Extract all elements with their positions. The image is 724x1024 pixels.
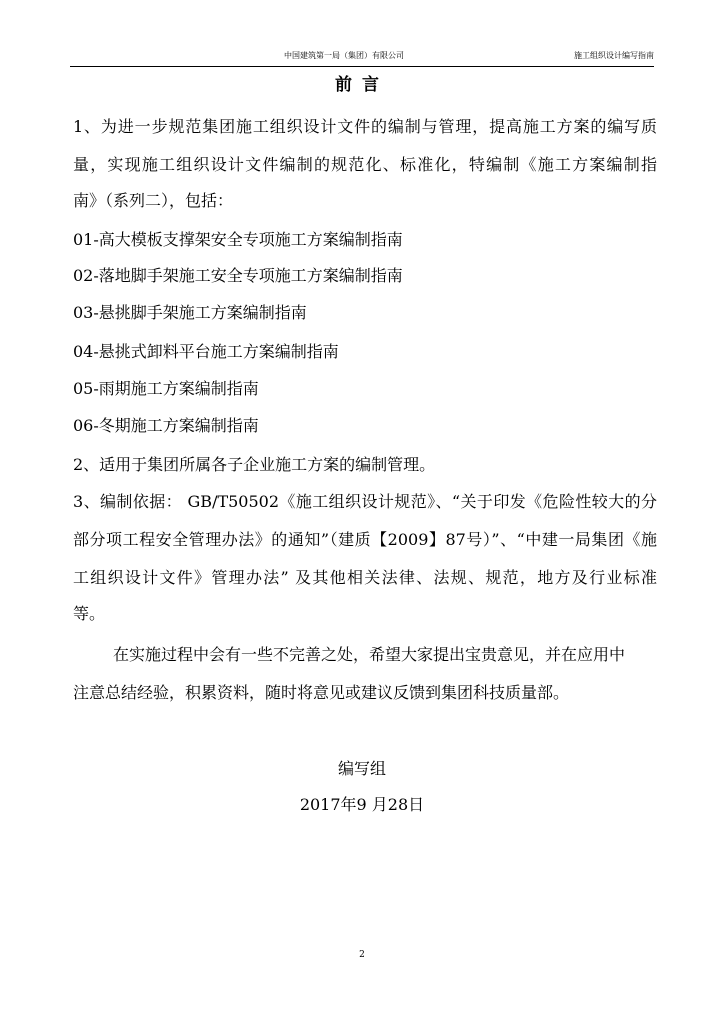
paragraph-line: 2、适用于集团所属各子企业施工方案的编制管理。 <box>73 455 436 474</box>
paragraph-line: 注意总结经验，积累资料，随时将意见或建议反馈到集团科技质量部。 <box>73 683 570 702</box>
paragraph-line: 在实施过程中会有一些不完善之处，希望大家提出宝贵意见，并在应用中 <box>113 645 626 664</box>
page-header <box>70 48 654 67</box>
page-number: 2 <box>359 950 365 960</box>
page-title: 前言 <box>335 75 389 95</box>
list-item: 02-落地脚手架施工安全专项施工方案编制指南 <box>73 266 403 285</box>
paragraph-line: 工组织设计文件》管理办法” 及其他相关法律、法规、规范，地方及行业标准 <box>73 568 657 587</box>
header-document-title: 施工组织设计编写指南 <box>574 51 654 60</box>
list-item: 06-冬期施工方案编制指南 <box>73 416 259 435</box>
signature-group: 编写组 <box>337 759 386 778</box>
list-item: 05-雨期施工方案编制指南 <box>73 379 259 398</box>
paragraph-line: 3、编制依据： GB/T50502《施工组织设计规范》、“关于印发《危险性较大的分 <box>73 492 657 511</box>
signature-date: 2017年9 月28日 <box>299 795 425 814</box>
paragraph-line: 南》（系列二），包括： <box>73 191 234 210</box>
header-organization: 中国建筑第一局（集团）有限公司 <box>284 51 404 60</box>
paragraph-line: 等。 <box>73 604 106 623</box>
paragraph-line: 部分项工程安全管理办法》的通知”（建质【2009】87号）”、“中建一局集团《施 <box>73 530 657 549</box>
paragraph-line: 1、为进一步规范集团施工组织设计文件的编制与管理，提高施工方案的编写质 <box>73 117 657 136</box>
paragraph-line: 量，实现施工组织设计文件编制的规范化、标准化，特编制《施工方案编制指 <box>73 155 657 174</box>
list-item: 01-高大模板支撑架安全专项施工方案编制指南 <box>73 230 403 249</box>
list-item: 04-悬挑式卸料平台施工方案编制指南 <box>73 342 339 361</box>
list-item: 03-悬挑脚手架施工方案编制指南 <box>73 303 307 322</box>
